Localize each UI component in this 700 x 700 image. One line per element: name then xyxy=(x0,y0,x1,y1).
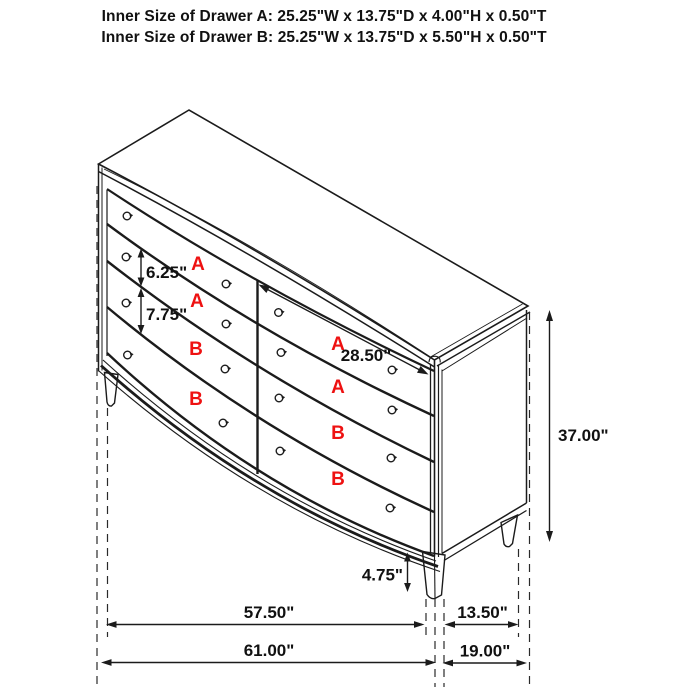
arrow-down-icon xyxy=(546,531,553,542)
dimension-text: 13.50" xyxy=(457,603,508,622)
drawer-knob-icon xyxy=(122,253,132,261)
arrow-down-icon xyxy=(404,583,411,592)
dimension-text: 19.00" xyxy=(459,641,511,661)
drawer-a-inner-size-text: Inner Size of Drawer A: 25.25"W x 13.75"D x 4.00"H x 0.50"T xyxy=(101,8,547,25)
front-right-leg-corner-line xyxy=(435,557,436,599)
arrow-right-icon xyxy=(517,660,528,667)
side-panel-bottom-rail-top xyxy=(442,503,527,554)
dimension-opening-width xyxy=(259,285,429,375)
drawer-b-inner-size-text: Inner Size of Drawer B: 25.25"W x 13.75"D x 5.50"H x 0.50"T xyxy=(101,28,547,46)
drawer-knob-icon xyxy=(222,280,232,288)
drawer-knob-icon xyxy=(122,299,132,307)
drawer-knob-icon xyxy=(219,419,229,427)
arrow-up-icon xyxy=(546,310,553,321)
dimension-overall-height xyxy=(546,310,609,542)
drawer-bottom-edge xyxy=(107,353,434,556)
drawer-knob-icon xyxy=(275,309,285,317)
arrow-right-icon xyxy=(508,621,519,628)
dimension-text: 61.00" xyxy=(243,641,295,660)
drawer-divider-3 xyxy=(107,307,434,512)
dimension-leg-to-back-depth xyxy=(445,603,519,628)
dimension-drawer-a-height xyxy=(138,249,188,287)
drawer-label: A xyxy=(331,334,345,355)
drawer-label: B xyxy=(189,339,203,360)
dimension-text: 37.00" xyxy=(558,426,609,445)
drawer-knob-icon xyxy=(124,351,134,359)
drawer-knob-icon xyxy=(388,366,398,374)
back-right-leg xyxy=(501,515,518,547)
drawer-knob-icon xyxy=(222,320,232,328)
arrow-left-icon xyxy=(101,659,112,666)
drawer-knob-icon xyxy=(277,349,287,357)
dimension-drawer-b-height xyxy=(138,288,188,334)
drawer-label: A xyxy=(190,291,204,312)
drawer-label: A xyxy=(191,254,205,275)
drawer-boundaries xyxy=(107,189,434,556)
drawer-label: B xyxy=(331,423,345,444)
drawer-knob-icon xyxy=(275,394,285,402)
dimension-annotations xyxy=(101,249,609,667)
dimension-front-width xyxy=(106,603,425,628)
drawer-label: B xyxy=(189,389,203,410)
dimension-overall-depth xyxy=(443,642,528,667)
drawer-knob-icon xyxy=(387,454,397,462)
front-bottom-rail-thick xyxy=(101,366,438,567)
drawer-knob-icon xyxy=(386,504,396,512)
arrow-left-icon xyxy=(445,621,456,628)
dimension-text: 57.50" xyxy=(243,603,295,622)
front-right-leg xyxy=(423,552,446,599)
arrow-right-icon xyxy=(414,621,425,628)
dimension-text: 6.25" xyxy=(146,263,188,282)
drawer-knob-icon xyxy=(388,406,398,414)
top-slab-right-edge xyxy=(437,312,530,366)
front-bottom-rail-thin xyxy=(103,360,436,561)
dimension-text: 4.75" xyxy=(361,565,403,585)
drawer-label: B xyxy=(331,469,345,490)
drawer-knob-icon xyxy=(276,447,286,455)
drawer-knob-icon xyxy=(221,365,231,373)
dimension-text: 7.75" xyxy=(146,305,188,324)
dimension-overall-width xyxy=(101,641,436,666)
dimension-text: 28.50" xyxy=(340,346,392,365)
drawer-label: A xyxy=(331,377,345,398)
cabinet-outline xyxy=(99,110,531,599)
drawer-knob-icon xyxy=(123,212,133,220)
